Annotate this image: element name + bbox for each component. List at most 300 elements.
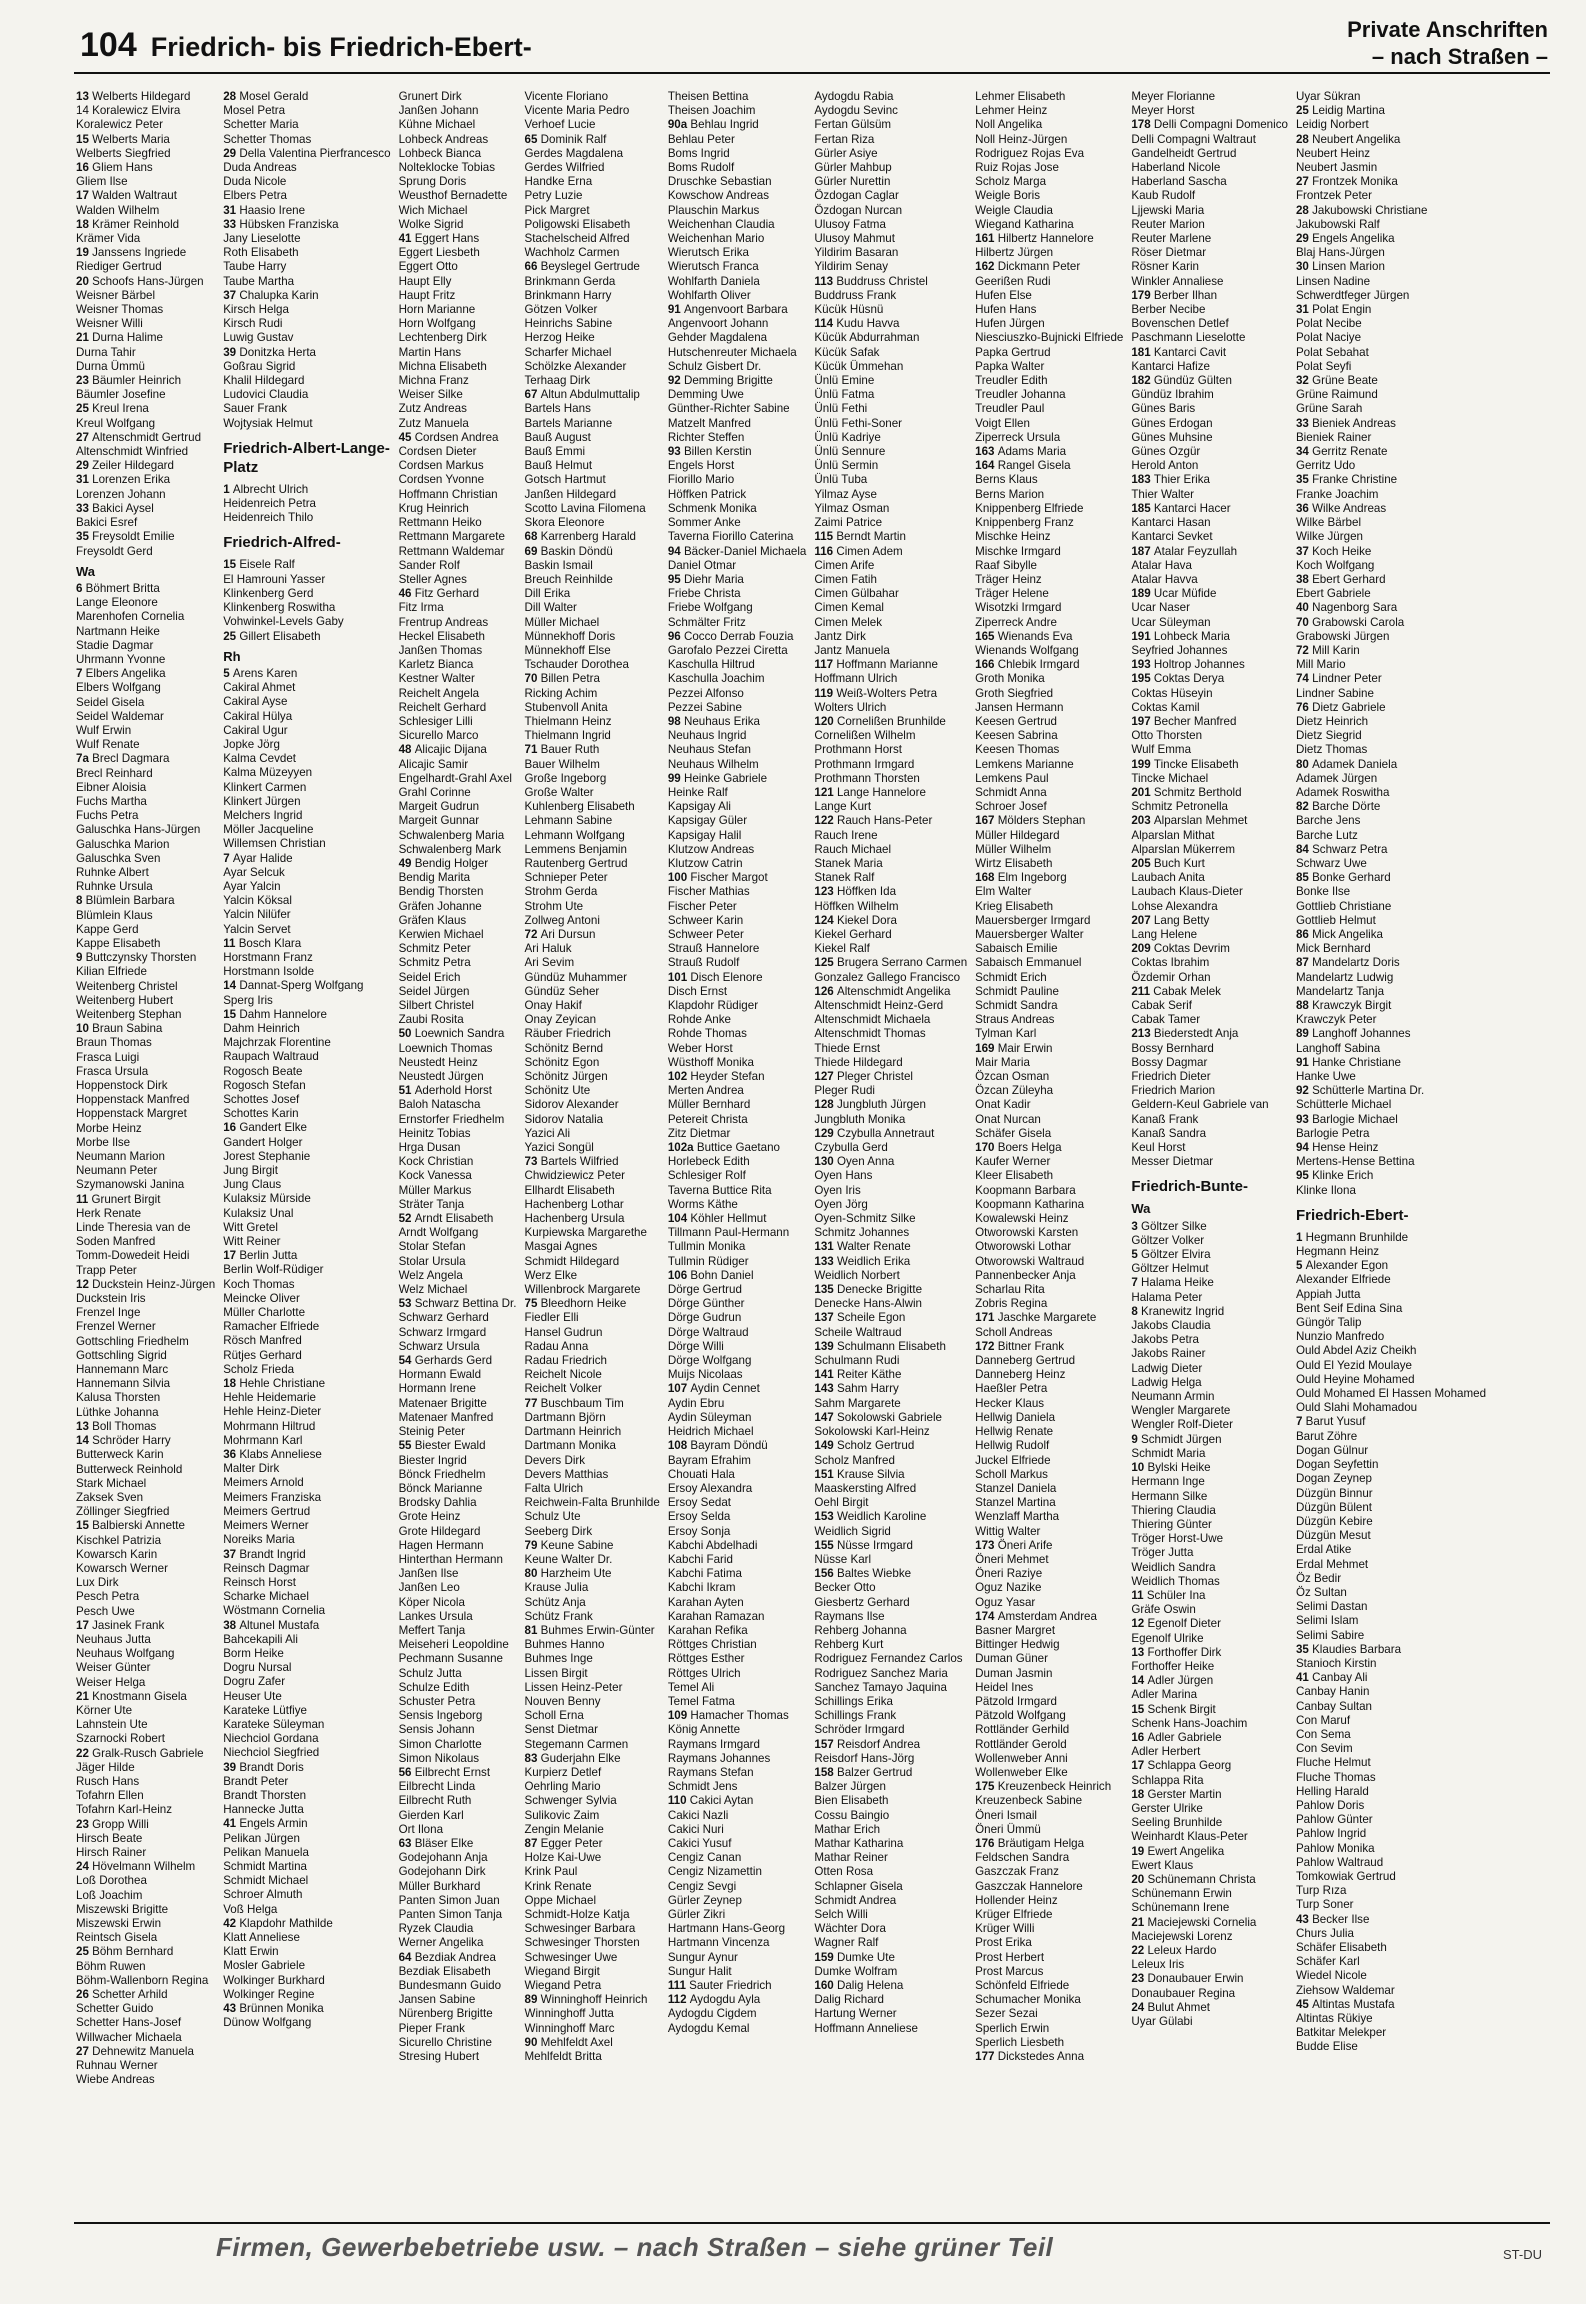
resident-entry [668, 1425, 807, 1439]
resident-name: Schmidt Jürgen [1141, 1432, 1222, 1446]
resident-name: Neubert Heinz [1295, 146, 1371, 160]
resident-name: Aydogdu Sevinc [814, 104, 898, 118]
resident-entry [1296, 914, 1486, 928]
resident-entry [975, 644, 1123, 658]
resident-name: Becker Ilse [1312, 1912, 1370, 1926]
resident-name: Janssens Ingriede [92, 246, 187, 260]
resident-name: Ladwig Dieter [1131, 1361, 1203, 1375]
resident-entry [399, 559, 517, 573]
resident-name: Neubert Angelika [1312, 132, 1401, 146]
resident-entry [223, 809, 390, 823]
resident-name: Dörge Wolfgang [667, 1354, 752, 1368]
resident-name: Dickstedes Anna [997, 2050, 1085, 2064]
resident-entry [76, 1306, 215, 1320]
resident-name: Gerhards Gerd [414, 1354, 493, 1368]
resident-entry [223, 1945, 390, 1959]
resident-name: Rohde Thomas [667, 1027, 747, 1041]
resident-name: Krink Paul [524, 1865, 578, 1879]
resident-name: Durna Tahir [76, 345, 136, 359]
house-number: 87 [524, 1836, 541, 1850]
resident-name: Balzer Gertrud [836, 1765, 913, 1779]
resident-name: Hellwig Daniela [975, 1410, 1056, 1424]
resident-entry [525, 1482, 660, 1496]
resident-name: Meyer Florianne [1131, 90, 1216, 103]
resident-name: Berndt Martin [836, 530, 906, 544]
resident-entry [223, 346, 390, 360]
house-number: 72 [524, 927, 541, 941]
resident-name: Appiah Jutta [1295, 1287, 1361, 1301]
resident-name: Basner Margret [975, 1623, 1056, 1637]
resident-name: Con Sevim [1295, 1742, 1353, 1756]
resident-name: Maciejewski Lorenz [1131, 1929, 1233, 1943]
resident-entry [975, 1553, 1123, 1567]
resident-entry [1296, 1671, 1486, 1685]
resident-name: Koopmann Barbara [975, 1183, 1076, 1197]
resident-entry [668, 758, 807, 772]
resident-entry [668, 488, 807, 502]
resident-entry [525, 445, 660, 459]
resident-name: Mölders Stephan [997, 814, 1086, 828]
resident-name: Wiegand Petra [524, 1979, 602, 1993]
resident-entry [1296, 459, 1486, 473]
house-number: 94 [1295, 1141, 1313, 1155]
resident-entry [399, 90, 517, 104]
resident-entry [1131, 118, 1288, 132]
resident-entry [399, 1056, 517, 1070]
resident-entry [76, 1903, 215, 1917]
resident-entry [399, 1482, 517, 1496]
resident-entry [76, 1519, 215, 1533]
resident-entry [525, 1354, 660, 1368]
resident-name: Schenk Birgit [1147, 1702, 1216, 1716]
resident-name: Aydogdu Ayla [689, 1993, 761, 2007]
resident-name: Krämer Reinhold [92, 217, 180, 231]
resident-name: Scharfer Michael [524, 345, 612, 359]
resident-entry [525, 1525, 660, 1539]
resident-entry [1296, 346, 1486, 360]
resident-name: Thier Erika [1153, 473, 1210, 487]
resident-name: Stolar Ursula [398, 1254, 466, 1268]
resident-name: Lange Hannelore [836, 785, 926, 799]
resident-entry [1296, 1572, 1486, 1586]
resident-name: Schwarz Gerhard [398, 1311, 489, 1325]
resident-entry [1296, 1458, 1486, 1472]
resident-entry [76, 1249, 215, 1263]
resident-name: Oehl Birgit [814, 1496, 869, 1510]
resident-name: Wiebe Andreas [76, 2073, 155, 2087]
house-number: 173 [975, 1538, 998, 1552]
resident-entry [399, 1979, 517, 1993]
footer-note: Firmen, Gewerbebetriebe usw. – nach Straßen – siehe grüner Teil [216, 2232, 1054, 2262]
resident-entry [668, 189, 807, 203]
resident-name: Dartmann Björn [524, 1410, 606, 1424]
resident-entry [525, 1880, 660, 1894]
house-number: 19 [1131, 1844, 1148, 1858]
resident-entry [975, 672, 1123, 686]
resident-entry [399, 545, 517, 559]
resident-name: Kurpierz Detlef [524, 1765, 602, 1779]
resident-name: Mair Maria [975, 1055, 1030, 1069]
resident-name: Koralewicz Peter [76, 118, 163, 132]
resident-entry [668, 1581, 807, 1595]
resident-name: Schünemann Erwin [1131, 1887, 1232, 1901]
resident-entry [525, 473, 660, 487]
resident-name: Engels Armin [239, 1817, 308, 1831]
resident-name: Strohm Ute [524, 899, 584, 913]
resident-entry [975, 687, 1123, 701]
resident-entry [975, 1269, 1123, 1283]
resident-entry [1296, 971, 1486, 985]
resident-name: Müller Michael [524, 615, 600, 629]
resident-name: Altenschmidt Angelika [836, 984, 951, 998]
resident-name: König Annette [667, 1723, 741, 1737]
resident-name: Stadie Dagmar [76, 638, 154, 652]
resident-entry [76, 596, 215, 610]
resident-name: Hübsken Franziska [239, 217, 339, 231]
resident-name: Seidel Waldemar [76, 709, 164, 723]
resident-name: Stanek Maria [814, 856, 883, 870]
resident-entry [975, 303, 1123, 317]
resident-name: Cakiral Ahmet [223, 681, 296, 695]
resident-entry [76, 1420, 215, 1434]
resident-entry [399, 658, 517, 672]
house-number: 13 [76, 90, 93, 103]
resident-name: Schwalenberg Maria [398, 828, 505, 842]
resident-entry [1296, 1614, 1486, 1628]
house-number: 33 [1295, 416, 1313, 430]
resident-name: Mandelartz Doris [1312, 956, 1400, 970]
directory-column [399, 90, 517, 2190]
resident-entry [1296, 1231, 1486, 1245]
resident-entry [399, 971, 517, 985]
house-number: 17 [1131, 1759, 1148, 1773]
resident-name: Disch Elenore [690, 970, 763, 984]
house-number: 73 [524, 1155, 541, 1169]
resident-name: Denecke Brigitte [836, 1283, 923, 1297]
resident-name: Lange Eleonore [76, 596, 158, 610]
resident-entry [223, 837, 390, 851]
resident-name: Majchrzak Florentine [223, 1036, 331, 1050]
house-number: 213 [1131, 1027, 1154, 1041]
resident-entry [1296, 1714, 1486, 1728]
resident-entry [814, 1951, 967, 1965]
resident-name: Haupt Fritz [398, 288, 456, 302]
resident-name: Höffken Ida [836, 885, 897, 899]
resident-entry [1296, 2040, 1486, 2054]
resident-entry [668, 175, 807, 189]
resident-entry [814, 1652, 967, 1666]
house-number: 159 [814, 1950, 837, 1964]
resident-name: Schäfer Karl [1295, 1955, 1360, 1969]
resident-entry [76, 724, 215, 738]
resident-name: Klinkenberg Roswitha [223, 601, 336, 615]
resident-entry [525, 814, 660, 828]
resident-entry [814, 133, 967, 147]
resident-name: Guderjahn Elke [540, 1751, 621, 1765]
resident-entry [1131, 1291, 1288, 1305]
resident-entry [76, 1874, 215, 1888]
directory-column [76, 90, 215, 2190]
resident-entry [668, 1667, 807, 1681]
resident-name: Loewnich Sandra [414, 1027, 505, 1041]
resident-name: Frenzel Inge [76, 1306, 141, 1320]
resident-entry [223, 630, 390, 644]
resident-entry [1296, 1098, 1486, 1112]
resident-name: Schwarz Uwe [1295, 856, 1367, 870]
house-number: 195 [1131, 672, 1154, 686]
resident-name: Hoppenstack Manfred [76, 1093, 190, 1107]
resident-entry [525, 1240, 660, 1254]
resident-name: Hellwig Rudolf [975, 1439, 1050, 1453]
resident-entry [975, 545, 1123, 559]
resident-name: Heidel Ines [975, 1680, 1034, 1694]
resident-entry [399, 133, 517, 147]
resident-entry [668, 1979, 807, 1993]
resident-name: Göltzer Elvira [1141, 1248, 1211, 1262]
resident-name: Schwerdtfeger Jürgen [1295, 288, 1410, 302]
street-range: Friedrich- bis Friedrich-Ebert- [150, 32, 532, 62]
resident-name: Kücük Safak [814, 345, 880, 359]
resident-entry [975, 786, 1123, 800]
resident-name: Schlappa Georg [1147, 1759, 1232, 1773]
resident-entry [1131, 1220, 1288, 1234]
resident-name: Elbers Petra [223, 189, 287, 203]
resident-entry [975, 1851, 1123, 1865]
resident-name: Güngör Talip [1295, 1316, 1362, 1330]
resident-entry [975, 1098, 1123, 1112]
resident-name: Böhmert Britta [85, 581, 160, 595]
resident-name: Scholz Frieda [223, 1362, 295, 1376]
resident-entry [668, 743, 807, 757]
resident-entry [814, 161, 967, 175]
resident-name: Sperlich Erwin [975, 2021, 1050, 2035]
resident-entry [399, 843, 517, 857]
resident-name: Gerritz Renate [1312, 445, 1388, 459]
resident-entry [975, 1525, 1123, 1539]
resident-entry [76, 1945, 215, 1959]
resident-entry [1131, 1390, 1288, 1404]
resident-name: Meffert Tanja [398, 1623, 466, 1637]
resident-name: Atalar Hava [1131, 558, 1192, 572]
resident-name: Kiekel Gerhard [814, 927, 892, 941]
resident-entry [525, 289, 660, 303]
resident-name: Danneberg Gertrud [975, 1354, 1076, 1368]
resident-name: Ruhnke Albert [76, 865, 149, 879]
resident-name: Schetter Guido [76, 2002, 154, 2016]
resident-name: Turp Soner [1295, 1898, 1354, 1912]
resident-entry [668, 871, 807, 885]
resident-name: Ould El Yezid Moulaye [1295, 1358, 1412, 1372]
resident-name: Hachenberg Ursula [524, 1212, 625, 1226]
resident-name: Hilbertz Hannelore [997, 232, 1094, 246]
resident-name: Cocco Derrab Fouzia [683, 629, 794, 643]
resident-entry [1296, 1629, 1486, 1643]
resident-entry [223, 1604, 390, 1618]
resident-entry [975, 857, 1123, 871]
resident-name: Grüne Sarah [1295, 402, 1363, 416]
resident-entry [1131, 1958, 1288, 1972]
resident-name: Tröger Horst-Uwe [1131, 1532, 1224, 1546]
house-number: 3 [1131, 1219, 1142, 1233]
house-number: 95 [1295, 1169, 1313, 1183]
resident-name: Hannemann Silvia [76, 1377, 171, 1391]
resident-name: Halama Heike [1141, 1276, 1214, 1290]
house-number: 1 [1295, 1230, 1306, 1244]
resident-name: Bartels Wilfried [540, 1155, 619, 1169]
resident-name: Cakiral Ayse [223, 695, 288, 709]
resident-entry [525, 118, 660, 132]
resident-entry [223, 1363, 390, 1377]
resident-entry [1131, 601, 1288, 615]
resident-entry [1131, 1113, 1288, 1127]
resident-entry [76, 1036, 215, 1050]
resident-name: Bakici Aysel [92, 501, 154, 515]
resident-entry [223, 1150, 390, 1164]
resident-name: Hollender Heinz [975, 1893, 1058, 1907]
resident-name: Yilmaz Osman [814, 501, 890, 515]
resident-name: Druschke Sebastian [667, 175, 772, 189]
resident-entry [1296, 289, 1486, 303]
resident-entry [525, 928, 660, 942]
resident-entry [525, 147, 660, 161]
resident-entry [525, 1468, 660, 1482]
resident-entry [1296, 672, 1486, 686]
resident-entry [975, 743, 1123, 757]
resident-name: Klinkenberg Gerd [223, 586, 314, 600]
house-number: 70 [524, 672, 541, 686]
resident-name: Onat Kadir [975, 1098, 1031, 1112]
resident-entry [76, 1406, 215, 1420]
resident-name: Straus Andreas [975, 1013, 1055, 1027]
house-number: 157 [814, 1737, 837, 1751]
resident-name: Oyen Hans [814, 1169, 873, 1183]
resident-entry [525, 758, 660, 772]
resident-entry [223, 710, 390, 724]
house-number: 1 [223, 482, 233, 496]
resident-entry [525, 573, 660, 587]
resident-name: Prothmann Horst [814, 743, 903, 757]
resident-name: Prost Marcus [975, 1964, 1044, 1978]
resident-name: Thier Walter [1131, 487, 1195, 501]
resident-entry [525, 1070, 660, 1084]
resident-name: Winninghoff Jutta [524, 2007, 614, 2021]
resident-name: Gottschling Friedhelm [76, 1334, 189, 1348]
house-number: 38 [1295, 572, 1313, 586]
resident-entry [1131, 1759, 1288, 1773]
resident-name: Wolke Sigrid [398, 217, 464, 231]
resident-name: Trapp Peter [76, 1263, 137, 1277]
resident-entry [975, 118, 1123, 132]
resident-entry [525, 829, 660, 843]
resident-entry [1131, 1972, 1288, 1986]
resident-entry [1131, 999, 1288, 1013]
resident-entry [1296, 1487, 1486, 1501]
resident-name: Neubert Jasmin [1295, 161, 1378, 175]
resident-entry [975, 1084, 1123, 1098]
resident-entry [1131, 1234, 1288, 1248]
directory-column [223, 90, 390, 2190]
resident-entry [668, 1240, 807, 1254]
resident-name: Seidel Gisela [76, 695, 145, 709]
resident-name: Meyer Horst [1131, 104, 1195, 118]
house-number: 155 [814, 1538, 837, 1552]
resident-entry [399, 1610, 517, 1624]
resident-name: Schenk Hans-Joachim [1131, 1716, 1248, 1730]
resident-entry [223, 1036, 390, 1050]
resident-entry [975, 2036, 1123, 2050]
resident-name: Wengler Margarete [1131, 1404, 1231, 1418]
resident-name: Duckstein Heinz-Jürgen [92, 1277, 216, 1291]
resident-entry [975, 956, 1123, 970]
resident-entry [1296, 1373, 1486, 1387]
resident-name: Hormann Irene [398, 1382, 476, 1396]
resident-name: Matenaer Brigitte [398, 1396, 487, 1410]
footer-code: ST-DU [1503, 2247, 1542, 2262]
resident-entry [223, 1832, 390, 1846]
resident-name: Özdogan Nurcan [814, 203, 903, 217]
resident-entry [975, 1155, 1123, 1169]
house-number: 106 [667, 1268, 691, 1282]
resident-name: Schüler Ina [1146, 1588, 1206, 1602]
resident-entry [525, 232, 660, 246]
resident-name: Zaksek Sven [76, 1490, 144, 1504]
house-number: 21 [1131, 1915, 1148, 1929]
resident-name: Cakiral Hülya [223, 709, 293, 723]
resident-name: Lohbeck Andreas [398, 132, 489, 146]
resident-name: Butterweck Reinhold [76, 1462, 183, 1476]
resident-entry [223, 1505, 390, 1519]
resident-name: Groth Monika [975, 672, 1045, 686]
resident-entry [814, 985, 967, 999]
resident-entry [668, 729, 807, 743]
resident-entry [1296, 260, 1486, 274]
resident-name: Gräfen Klaus [398, 913, 467, 927]
resident-entry [814, 1155, 967, 1169]
resident-entry [223, 965, 390, 979]
house-number: 37 [223, 1547, 240, 1561]
resident-entry [1296, 1415, 1486, 1429]
resident-entry [76, 1590, 215, 1604]
resident-name: Klatt Erwin [223, 1945, 279, 1959]
resident-entry [223, 511, 390, 525]
resident-entry [399, 2007, 517, 2021]
resident-name: Richter Steffen [667, 430, 745, 444]
resident-name: Demming Brigitte [683, 374, 773, 388]
resident-entry [668, 1212, 807, 1226]
house-number: 63 [398, 1836, 415, 1850]
resident-name: Freysoldt Gerd [76, 544, 153, 558]
resident-entry [399, 1084, 517, 1098]
resident-entry [1131, 246, 1288, 260]
house-number: 130 [814, 1155, 837, 1169]
resident-name: Grunert Birgit [91, 1192, 161, 1206]
resident-entry [223, 994, 390, 1008]
resident-name: Eggert Otto [398, 260, 458, 274]
resident-entry [814, 1894, 967, 1908]
resident-name: Hagen Hermann [398, 1538, 484, 1552]
resident-name: Kiekel Ralf [814, 942, 870, 956]
resident-entry [76, 360, 215, 374]
house-number: 5 [1131, 1248, 1142, 1262]
resident-entry [814, 246, 967, 260]
resident-entry [975, 1454, 1123, 1468]
resident-name: Baskin Döndü [540, 544, 613, 558]
resident-entry [1296, 715, 1486, 729]
house-number: 127 [814, 1070, 837, 1084]
resident-entry [1131, 189, 1288, 203]
resident-entry [525, 1113, 660, 1127]
house-number: 11 [223, 936, 239, 950]
